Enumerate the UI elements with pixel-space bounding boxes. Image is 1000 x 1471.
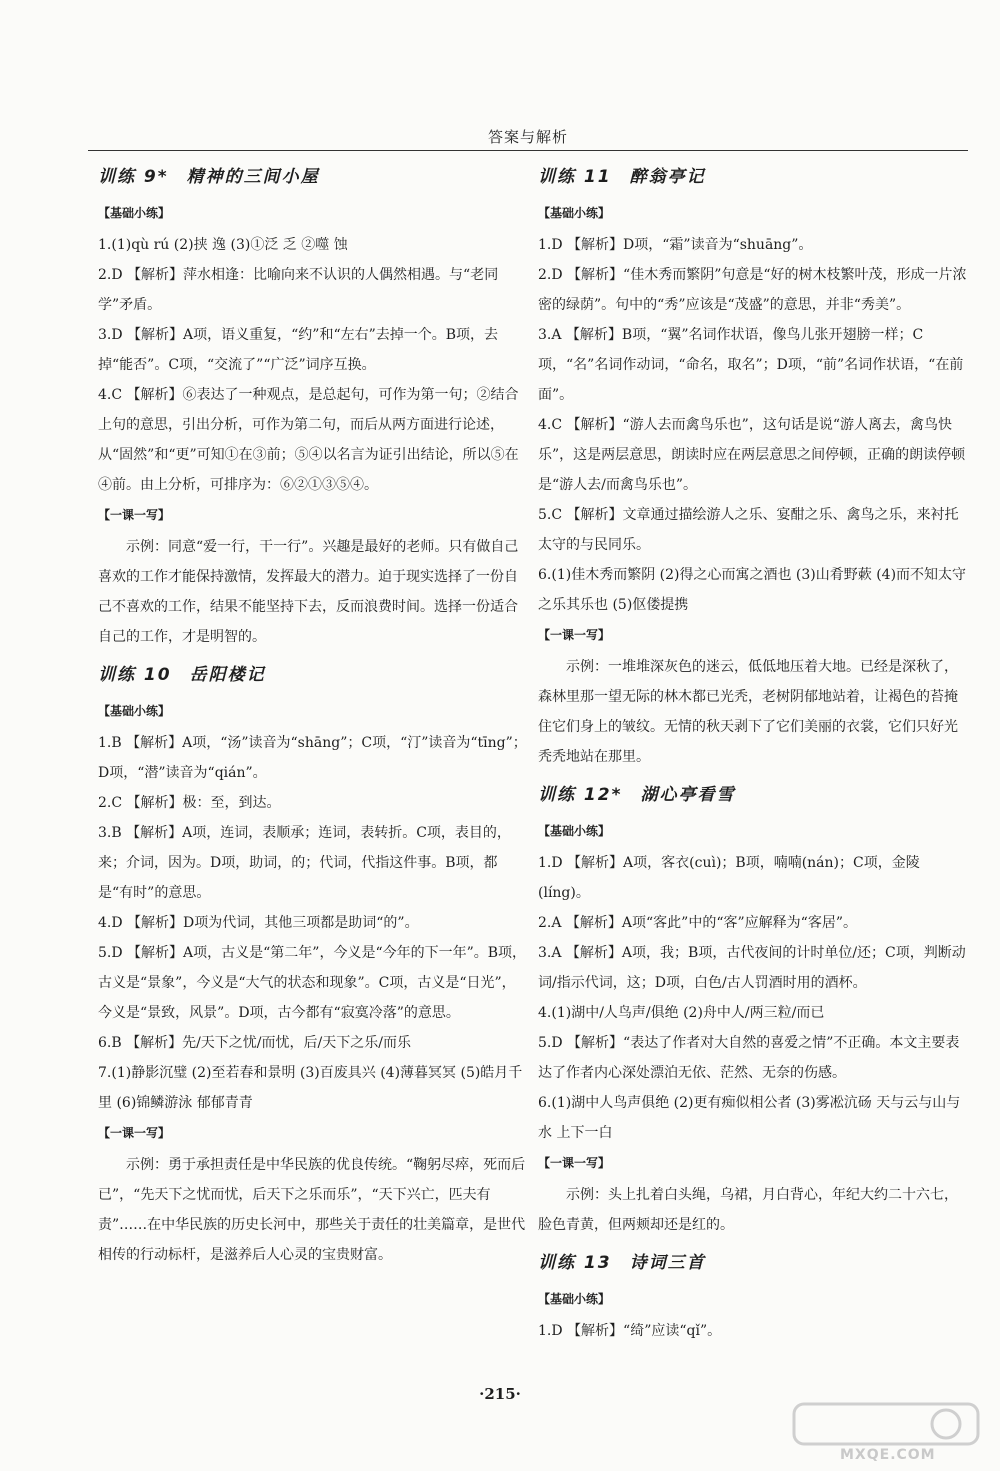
answer-item: 2.D 【解析】萍水相逢：比喻向来不认识的人偶然相遇。与“老同学”矛盾。 [98, 267, 499, 313]
section-number: 训练 9* [98, 167, 169, 187]
section-training-13 [538, 1246, 968, 1346]
answer-item: 4.D 【解析】D项为代词，其他三项都是助词“的”。 [98, 915, 419, 931]
answer-item: 1.(1)qù rú (2)挟 逸 (3)①泛 乏 ②噬 蚀 [98, 237, 348, 253]
section-name: 岳阳楼记 [189, 665, 266, 685]
section-title [98, 658, 528, 696]
section-title [538, 1246, 968, 1284]
section-title [538, 778, 968, 816]
subheading-writing: 【一课一写】 [538, 1156, 611, 1170]
answer-item: 3.A 【解析】B项，“翼”名词作状语，像鸟儿张开翅膀一样；C项，“名”名词作动词，“命名，取名”；D项，“前”名词作状语，“在前面”。 [538, 327, 964, 403]
section-training-9 [98, 160, 528, 652]
subheading-basic: 【基础小练】 [98, 206, 171, 220]
answer-item: 3.B 【解析】A项，连词，表顺承；连词，表转折。C项，表目的，来；介词，因为。D项，助词，的；代词，代指这件事。B项，都是“有时”的意思。 [98, 825, 511, 901]
answer-item: 6.B 【解析】先/天下之忧/而忧，后/天下之乐/而乐 [98, 1035, 411, 1051]
left-column [98, 160, 528, 1270]
answer-item: 6.(1)佳木秀而繁阴 (2)得之心而寓之酒也 (3)山肴野蔌 (4)而不知太守之乐其乐也 (5)伛偻提携 [538, 567, 967, 613]
right-column [538, 160, 968, 1346]
answer-item: 3.A 【解析】A项，我；B项，古代夜间的计时单位/还；C项，判断动词/指示代词，这；D项，白色/古人罚酒时用的酒杯。 [538, 945, 966, 991]
section-title [538, 160, 968, 198]
subheading-basic: 【基础小练】 [98, 704, 171, 718]
answer-item: 4.(1)湖中/人鸟声/俱绝 (2)舟中人/两三粒/而已 [538, 1005, 825, 1021]
answer-item: 3.D 【解析】A项，语义重复，“约”和“左右”去掉一个。B项，去掉“能否”。C项，“交流了”“广泛”词序互换。 [98, 327, 499, 373]
essay-example: 示例：同意“爱一行，干一行”。兴趣是最好的老师。只有做自己喜欢的工作才能保持激情，发挥最大的潜力。迫于现实选择了一份自己不喜欢的工作，结果不能坚持下去，反而浪费时间。选择一份适合自己的工作，才是明智的。 [98, 539, 519, 645]
section-name: 醉翁亭记 [629, 167, 706, 187]
section-number: 训练 11 [538, 167, 612, 187]
essay-example: 示例：一堆堆深灰色的迷云，低低地压着大地。已经是深秋了，森林里那一望无际的林木都已光秃，老树阴郁地站着，让褐色的苔掩住它们身上的皱纹。无情的秋天剥下了它们美丽的衣裳，它们只好光秃秃地站在那里。 [538, 659, 958, 765]
page-header-title: 答案与解析 [487, 128, 568, 146]
essay-example: 示例：头上扎着白头绳，乌裙，月白背心，年纪大约二十六七，脸色青黄，但两颊却还是红的。 [538, 1187, 958, 1233]
section-title [98, 160, 528, 198]
section-name: 湖心亭看雪 [640, 785, 736, 805]
section-training-11 [538, 160, 968, 772]
section-name: 诗词三首 [629, 1253, 706, 1273]
answer-item: 5.D 【解析】A项，古义是“第二年”，今义是“今年的下一年”。B项，古义是“景象”，今义是“大气的状态和现象”。C项，古义是“日光”，今义是“景致，风景”。D项，古今都有“寂寞冷落”的意思。 [98, 945, 527, 1021]
answer-item: 7.(1)静影沉璧 (2)至若春和景明 (3)百废具兴 (4)薄暮冥冥 (5)皓月千里 (6)锦鳞游泳 郁郁青青 [98, 1065, 523, 1111]
answer-item: 2.A 【解析】A项“客此”中的“客”应解释为“客居”。 [538, 915, 857, 931]
section-number: 训练 10 [98, 665, 172, 685]
subheading-writing: 【一课一写】 [98, 508, 171, 522]
essay-example: 示例：勇于承担责任是中华民族的优良传统。“鞠躬尽瘁，死而后已”，“先天下之忧而忧，后天下之乐而乐”，“天下兴亡，匹夫有责”……在中华民族的历史长河中，那些关于责任的壮美篇章，是世代相传的行动标杆，是滋养后人心灵的宝贵财富。 [98, 1157, 526, 1263]
answer-item: 1.D 【解析】A项，客衣(cuì)；B项，喃喃(nán)；C项，金陵(líng)。 [538, 855, 920, 901]
section-name: 精神的三间小屋 [186, 167, 320, 187]
subheading-basic: 【基础小练】 [538, 824, 611, 838]
answer-item: 1.B 【解析】A项，“汤”读音为“shāng”；C项，“汀”读音为“tīng”；D项，“潜”读音为“qián”。 [98, 735, 527, 781]
answer-item: 2.D 【解析】“佳木秀而繁阴”句意是“好的树木枝繁叶茂，形成一片浓密的绿荫”。句中的“秀”应该是“茂盛”的意思，并非“秀美”。 [538, 267, 967, 313]
answer-item: 5.C 【解析】文章通过描绘游人之乐、宴酣之乐、禽鸟之乐，来衬托太守的与民同乐。 [538, 507, 959, 553]
page-number: ·215· [479, 1385, 521, 1403]
header-rule [88, 150, 968, 151]
answer-item: 1.D 【解析】“绮”应读“qǐ”。 [538, 1323, 722, 1339]
answer-item: 4.C 【解析】⑥表达了一种观点，是总起句，可作为第一句；②结合上句的意思，引出分析，可作为第二句，而后从两方面进行论述，从“固然”和“更”可知①在③前；⑤④以名言为证引出结论，所以⑤在④前。由上分析，可排序为：⑥②①③⑤④。 [98, 387, 519, 493]
section-number: 训练 13 [538, 1253, 612, 1273]
answer-item: 1.D 【解析】D项，“霜”读音为“shuāng”。 [538, 237, 813, 253]
subheading-writing: 【一课一写】 [98, 1126, 171, 1140]
answer-item: 5.D 【解析】“表达了作者对大自然的喜爱之情”不正确。本文主要表达了作者内心深处漂泊无依、茫然、无奈的伤感。 [538, 1035, 960, 1081]
section-number: 训练 12* [538, 785, 623, 805]
answer-item: 2.C 【解析】极：至，到达。 [98, 795, 281, 811]
subheading-writing: 【一课一写】 [538, 628, 611, 642]
subheading-basic: 【基础小练】 [538, 206, 611, 220]
answer-item: 4.C 【解析】“游人去而禽鸟乐也”，这句话是说“游人离去，禽鸟快乐”，这是两层意思，朗读时应在两层意思之间停顿，正确的朗读停顿是“游人去/而禽鸟乐也”。 [538, 417, 966, 493]
answer-item: 6.(1)湖中人鸟声俱绝 (2)更有痴似相公者 (3)雾凇沆砀 天与云与山与水 上下一白 [538, 1095, 961, 1141]
section-training-10 [98, 658, 528, 1270]
section-training-12 [538, 778, 968, 1240]
subheading-basic: 【基础小练】 [538, 1292, 611, 1306]
page-edge-marks [988, 160, 1000, 560]
watermark-text: MXQE.COM [840, 1447, 936, 1463]
